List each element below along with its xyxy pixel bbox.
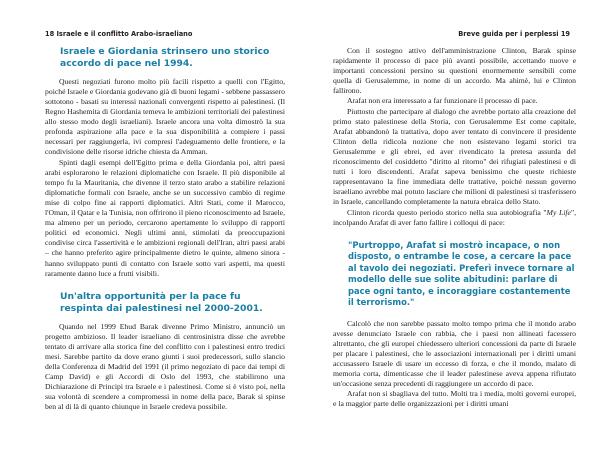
right-page-content	[333, 46, 576, 410]
paragraph: Con il sostegno attivo dell'amministrazione Clinton, Barak spinse rapidamente il processo di pace più avanti possibile, accettando nuove e importanti concessioni persino su questioni enormemente sensibili come quella di Gerusalemme, in nome di un accordo. Ma ahimè, lui e Clinton fallirono.	[333, 46, 576, 96]
right-page	[300, 0, 600, 463]
clinton-quote: "Purtroppo, Arafat si mostrò incapace, o non disposto, o entrambe le cose, a cercare la pace al tavolo dei negoziati. Preferì invece tornare al modello delle sue solite abitudini: parlare di pace ogni tanto, e incoraggiare costantemente il terrorismo."	[348, 239, 575, 308]
clinton-intro-paragraph	[333, 208, 576, 228]
section-heading-jordan: Israele e Giordania strinsero uno storico accordo di pace nel 1994.	[60, 46, 270, 70]
running-head-right: Breve guida per i perplessi 19	[458, 30, 570, 38]
paragraph: Quando nel 1999 Ehud Barak divenne Primo Ministro, annunciò un progetto ambizioso. Il leader israeliano di centrosinistra disse che avrebbe tentato di arrivare alla storica fine del conflitto con i palestinesi entro tredici mesi. Sarebbe partito da dove erano giunti i suoi predecessori, sullo slancio della Conferenza di Madrid del 1991 (il primo negoziato di pace dai tempi di Camp David) e gli Accordi di Oslo del 1993, che stabilirono una Dichiarazione di Principi tra Israele e i palestinesi. Come si è visto poi, nella sua volontà di scendere a compromessi in nome della pace, Barak si spinse ben al di là di quanto chiunque in Israele credeva possibile.	[45, 321, 285, 412]
clinton-intro-before: Clinton ricorda questo periodo storico nella sua autobiografia "	[347, 207, 547, 217]
paragraph: Questi negoziati furono molto più facili rispetto a quelli con l'Egitto, poiché Israele e Giordania godevano già di buoni legami - sebbene passassero sottotono - basati su interessi nazionali convergenti rispetto ai palestinesi. (Il Regno Hashemita di Giordania temeva le ambizioni territoriali dei palestinesi allo stesso modo degli israeliani). Israele ancora una volta dimostrò la sua profonda aspirazione alla pace e la sua disponibilità a compiere i passi necessari per raggiungerla, ivi compresi l'adeguamento delle frontiere, e la condivisione delle risorse idriche chiesta da Amman.	[45, 76, 285, 157]
clinton-intro-after: ", incolpando Arafat di aver fatto fallire i colloqui di pace:	[333, 207, 576, 227]
paragraph: Calcolò che non sarebbe passato molto tempo prima che il mondo arabo avesse denunciato Israele con rabbia, che i paesi non allineati facessero altrettanto, che gli europei chiedessero ulteriori concessioni da parte di Israele per placare i palestinesi, che le associazioni internazionali per i diritti umani accusassero Israele di usare un eccesso di forza, e che il mondo, malato di memoria corta, dimenticasse che il leader palestinese aveva appena rifiutato un'occasione senza precedenti di raggiungere un accordo di pace.	[333, 318, 576, 389]
left-page-content	[45, 46, 285, 412]
running-head-left: 18 Israele e il conflitto Arabo-israeliano	[45, 30, 193, 38]
paragraph: Spinti dagli esempi dell'Egitto prima e della Giordania poi, altri paesi arabi esplorarono le relazioni diplomatiche con Israele. Il più disponibile al tempo fu la Mauritania, che divenne il terzo stato arabo a stabilire relazioni diplomatiche formali con Israele, anche se un successivo cambio di regime mise di colpo fine ai rapporti diplomatici. Altri Stati, come il Marocco, l'Oman, il Qatar e la Tunisia, non offrirono il pieno riconoscimento ad Israele, ma almeno per un periodo, cercarono apertamente lo sviluppo di rapporti politici ed economici. Negli ultimi anni, stimolati da preoccupazioni condivise circa l'assertività e le ambizioni regionali dell'Iran, altri paesi arabi – che hanno preferito agire principalmente dietro le quinte, almeno sinora - hanno sviluppato punti di contatto con Israele sotto vari aspetti, ma questi raramente danno luce a frutti visibili.	[45, 157, 285, 278]
paragraph: Arafat non si sbagliava del tutto. Molti tra i media, molti governi europei, e la maggior parte delle organizzazioni per i diritti umani	[333, 389, 576, 409]
paragraph: Piuttosto che partecipare al dialogo che avrebbe portato alla creazione del primo stato palestinese della Storia, con Gerusalemme Est come capitale, Arafat abbandonò la trattativa, dopo aver tentato di convincere il presidente Clinton della ridicola nozione che non esistevano legami storici tra Gerusalemme e gli ebrei, ed aver rivendicato la pretesa assurda del riconoscimento del cosiddetto "diritto al ritorno" dei rifugiati palestinesi e di tutti i loro discendenti. Arafat sapeva benissimo che queste richieste rappresentavano la fine immediata delle trattative, poiché nessun governo israeliano avrebbe mai potuto lasciare che milioni di palestinesi si trasferissero in Israele, cancellando completamente la natura ebraica dello Stato.	[333, 106, 576, 207]
paragraph: Arafat non era interessato a far funzionare il processo di pace.	[347, 96, 538, 106]
section-heading-2000: Un'altra opportunità per la pace fu respinta dai palestinesi nel 2000-2001.	[60, 290, 263, 315]
book-title: My Life	[546, 207, 571, 217]
